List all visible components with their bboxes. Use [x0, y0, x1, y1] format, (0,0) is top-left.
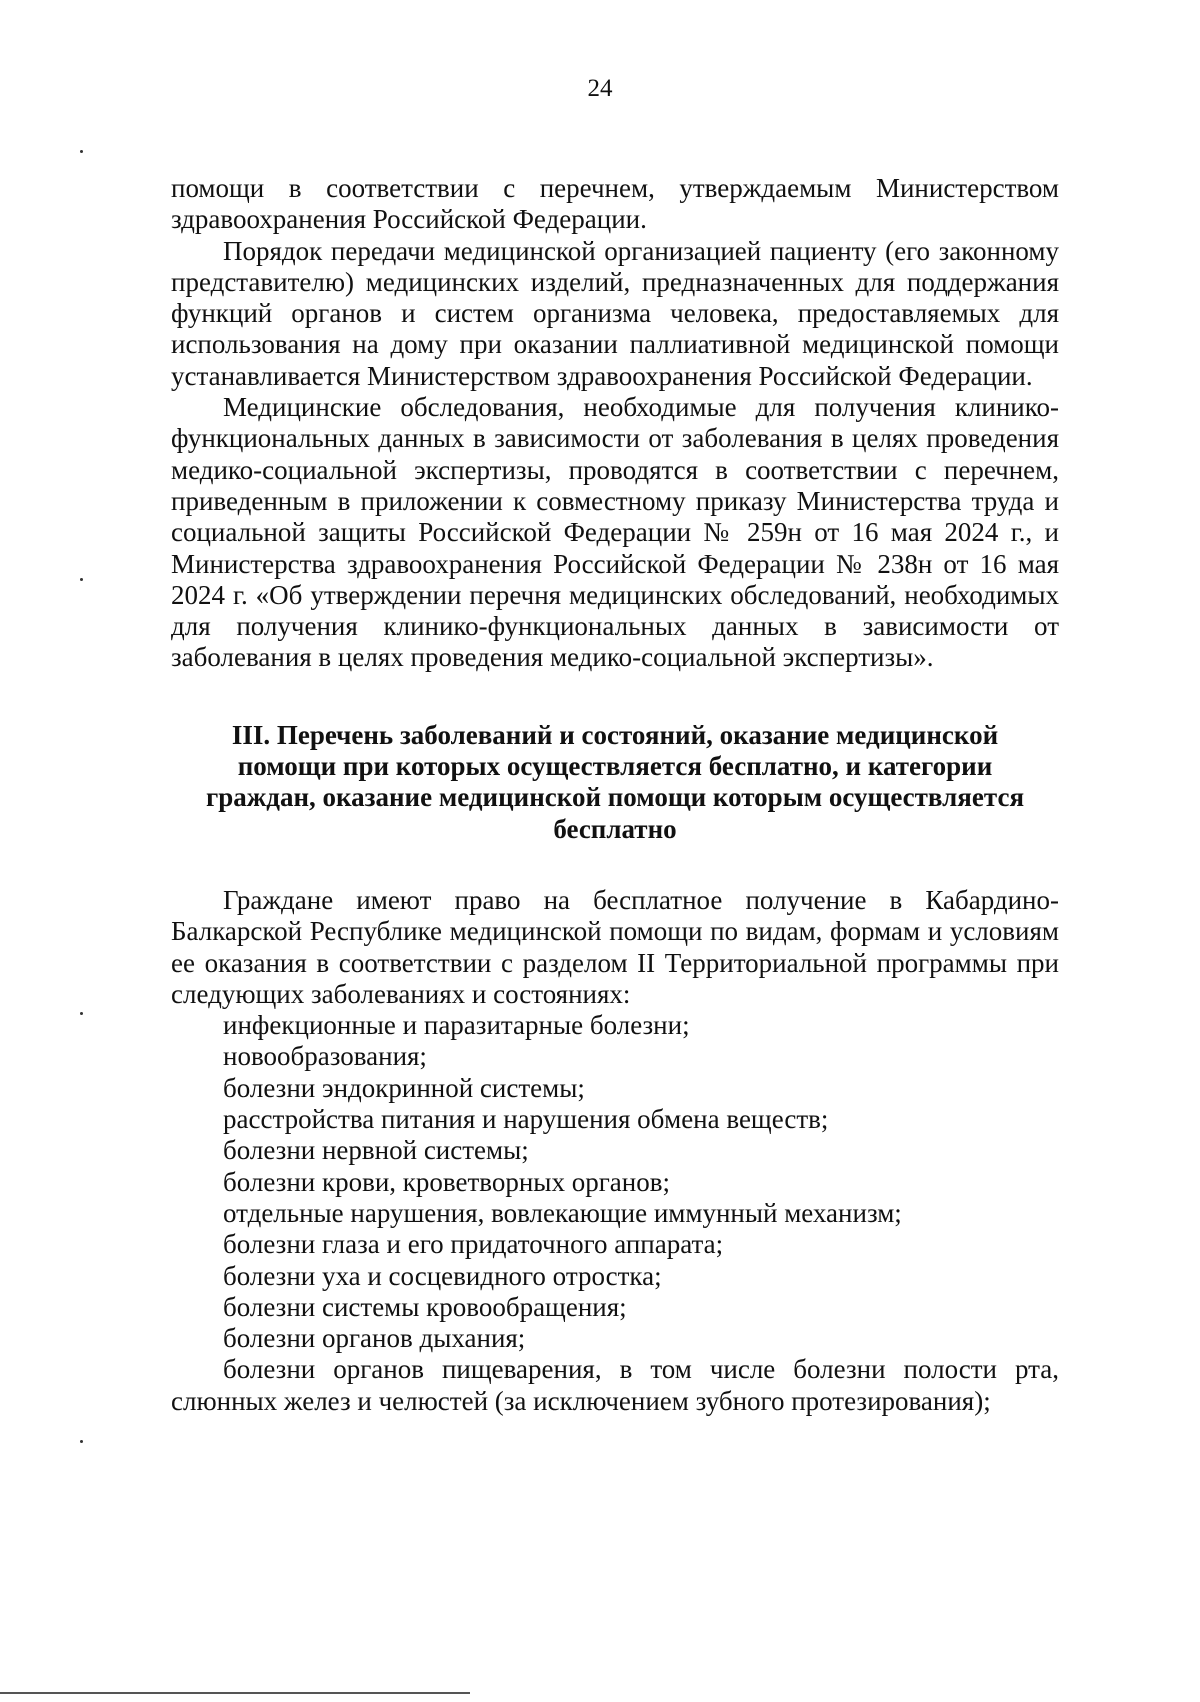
list-item: болезни эндокринной системы;	[223, 1072, 585, 1103]
list-item: инфекционные и паразитарные болезни;	[223, 1010, 690, 1041]
scan-speck	[80, 1012, 83, 1015]
list-item: болезни органов дыхания;	[223, 1323, 526, 1354]
list-item: болезни глаза и его придаточного аппарата;	[223, 1229, 724, 1260]
scan-speck	[80, 1440, 83, 1443]
scan-edge-line	[0, 1692, 470, 1694]
section-intro: Граждане имеют право на бесплатное получение в Кабардино-Балкарской Республике медицинской помощи по видам, формам и условиям ее оказания в соответствии с разделом II Территориальной программы при следующих заболеваниях и состояниях:	[171, 884, 1059, 1009]
paragraph-medical-devices: Порядок передачи медицинской организацией пациенту (его законному представителю) медицинских изделий, предназначенных для поддержания функций органов и систем организма человека, предоставляемых для использования на дому при оказании паллиативной медицинской помощи устанавливается Министерством здравоохранения Российской Федерации.	[171, 235, 1059, 391]
section-heading: III. Перечень заболеваний и состояний, оказание медицинской помощи при которых осуществляется бесплатно, и категории граждан, оказание медицинской помощи которым осуществляется бесплатно	[205, 719, 1025, 844]
list-item: новообразования;	[223, 1041, 427, 1072]
scan-speck	[80, 578, 83, 581]
list-item: болезни органов пищеварения, в том числе болезни полости рта, слюнных желез и челюстей (за исключением зубного протезирования);	[171, 1354, 1059, 1416]
paragraph-continuation: помощи в соответствии с перечнем, утверждаемым Министерством здравоохранения Российской Федерации.	[171, 173, 1059, 235]
conditions-list	[171, 1010, 1059, 1417]
list-item: болезни нервной системы;	[223, 1135, 529, 1166]
document-body	[171, 173, 1059, 1417]
list-item: болезни уха и сосцевидного отростка;	[223, 1260, 662, 1291]
list-item: болезни крови, кроветворных органов;	[223, 1166, 670, 1197]
paragraph-medical-examinations: Медицинские обследования, необходимые для получения клинико-функциональных данных в зависимости от заболевания в целях проведения медико-социальной экспертизы, проводятся в соответствии с перечнем, приведенным в приложении к совместному приказу Министерства труда и социальной защиты Российской Федерации № 259н от 16 мая 2024 г., и Министерства здравоохранения Российской Федерации № 238н от 16 мая 2024 г. «Об утверждении перечня медицинских обследований, необходимых для получения клинико-функциональных данных в зависимости от заболевания в целях проведения медико-социальной экспертизы».	[171, 392, 1059, 673]
list-item: расстройства питания и нарушения обмена веществ;	[223, 1104, 829, 1135]
list-item: болезни системы кровообращения;	[223, 1291, 627, 1322]
page-number: 24	[587, 75, 613, 102]
list-item: отдельные нарушения, вовлекающие иммунный механизм;	[223, 1197, 902, 1228]
scan-speck	[80, 150, 83, 153]
